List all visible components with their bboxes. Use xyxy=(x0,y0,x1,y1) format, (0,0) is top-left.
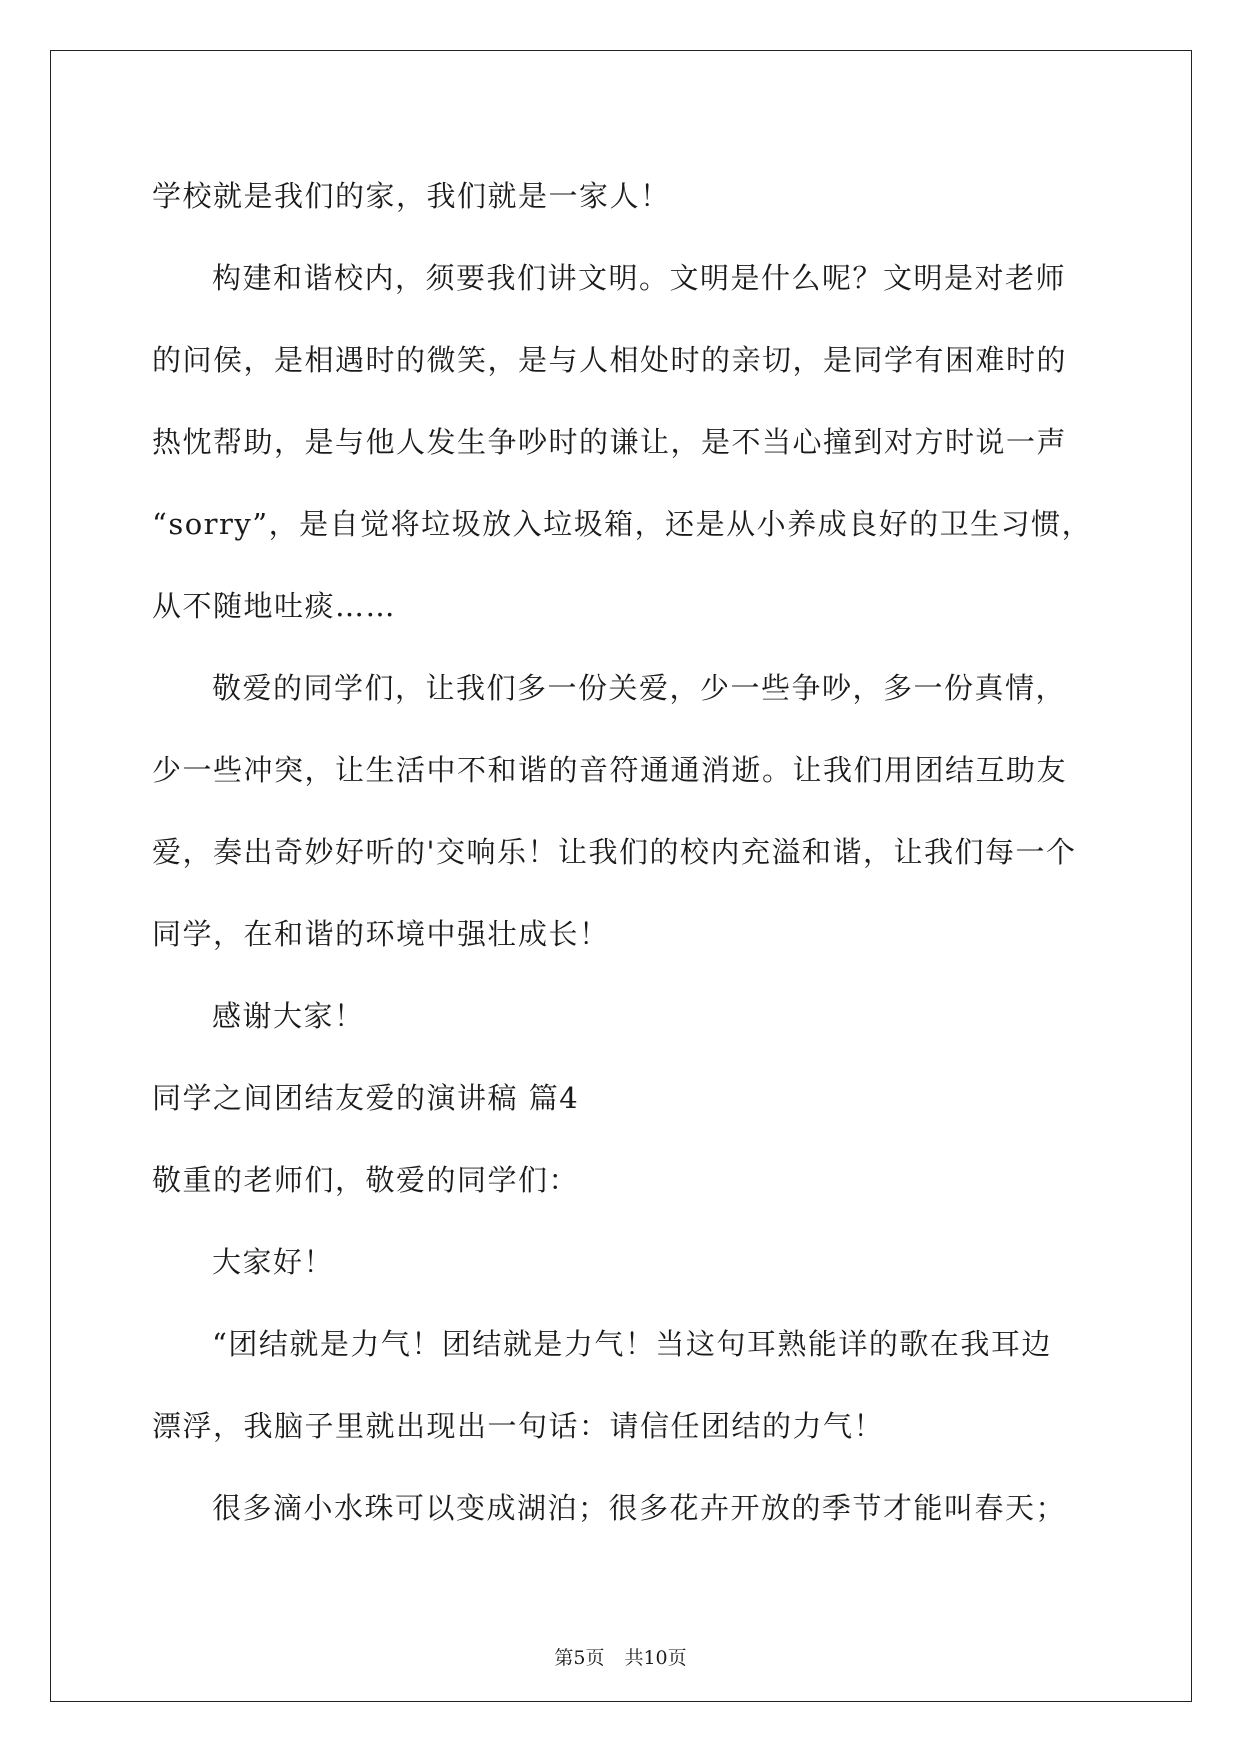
text-line: 感谢大家！ xyxy=(212,999,365,1033)
text-line: 爱，奏出奇妙好听的'交响乐！让我们的校内充溢和谐，让我们每一个 xyxy=(152,835,1077,869)
text-line: 少一些冲突，让生活中不和谐的音符通通消逝。让我们用团结互助友 xyxy=(152,753,1068,787)
text-line: 漂浮，我脑子里就出现出一句话：请信任团结的力气！ xyxy=(152,1409,885,1443)
document-body xyxy=(152,155,1112,1549)
text-line: 构建和谐校内，须要我们讲文明。文明是什么呢？文明是对老师 xyxy=(212,261,1067,295)
page-footer xyxy=(0,1643,1241,1670)
text-line: “sorry”，是自觉将垃圾放入垃圾箱，还是从小养成良好的卫生习惯， xyxy=(152,507,1093,541)
text-line: 的问侯，是相遇时的微笑，是与人相处时的亲切，是同学有困难时的 xyxy=(152,343,1068,377)
greeting: 大家好！ xyxy=(212,1245,335,1279)
salutation: 敬重的老师们，敬爱的同学们： xyxy=(152,1163,580,1197)
text-line: 很多滴小水珠可以变成湖泊；很多花卉开放的季节才能叫春天； xyxy=(212,1491,1067,1525)
text-line: 热忱帮助，是与他人发生争吵时的谦让，是不当心撞到对方时说一声 xyxy=(152,425,1068,459)
page-number: 第5页 xyxy=(554,1647,605,1669)
text-line: 学校就是我们的家，我们就是一家人！ xyxy=(152,179,671,213)
section-heading: 同学之间团结友爱的演讲稿 篇4 xyxy=(152,1081,580,1115)
text-line: 从不随地吐痰…… xyxy=(152,589,397,623)
text-line: 敬爱的同学们，让我们多一份关爱，少一些争吵，多一份真情， xyxy=(212,671,1067,705)
text-line: “团结就是力气！团结就是力气！当这句耳熟能详的歌在我耳边 xyxy=(212,1327,1052,1361)
text-line: 同学，在和谐的环境中强壮成长！ xyxy=(152,917,610,951)
page-total: 共10页 xyxy=(624,1647,687,1669)
